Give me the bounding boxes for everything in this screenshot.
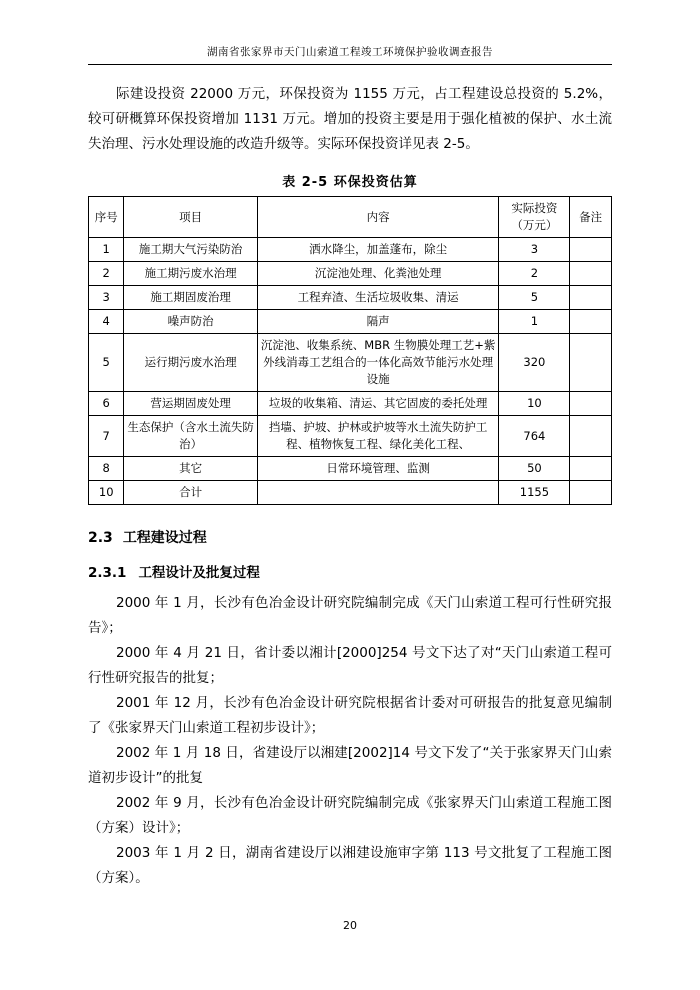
cell-remark [570,334,612,392]
cell-content: 沉淀池、收集系统、MBR 生物膜处理工艺+紫外线消毒工艺组合的一体化高效节能污水处理设施 [257,334,499,392]
cell-amount: 50 [499,457,570,481]
section-number: 2.3 [88,530,113,546]
cell-item: 营运期固废处理 [124,392,257,416]
cell-content: 隔声 [257,310,499,334]
table-header-row [89,197,612,238]
cell-no: 4 [89,310,124,334]
paragraph-3: 2001 年 12 月，长沙有色冶金设计研究院根据省计委对可研报告的批复意见编制了《张家界天门山索道工程初步设计》； [88,695,612,736]
paragraph-1: 2000 年 1 月，长沙有色冶金设计研究院编制完成《天门山索道工程可行性研究报告》； [88,595,612,636]
header-content: 内容 [257,197,499,238]
table-row [89,310,612,334]
cell-amount: 5 [499,286,570,310]
cell-no: 6 [89,392,124,416]
cell-content: 垃圾的收集箱、清运、其它固废的委托处理 [257,392,499,416]
cell-remark [570,457,612,481]
cell-remark [570,310,612,334]
cell-item: 其它 [124,457,257,481]
cell-item: 施工期污废水治理 [124,262,257,286]
page-number: 20 [343,919,357,932]
cell-amount: 10 [499,392,570,416]
table-caption: 表 2-5 环保投资估算 [282,175,418,190]
table-row [89,457,612,481]
cell-no: 7 [89,416,124,457]
cell-no: 3 [89,286,124,310]
cell-amount: 3 [499,238,570,262]
cell-content: 洒水降尘，加盖蓬布，除尘 [257,238,499,262]
paragraph-6: 2003 年 1 月 2 日，湖南省建设厅以湘建设施审字第 113 号文批复了工程施工图（方案）。 [88,845,612,886]
cell-remark [570,262,612,286]
cell-remark [570,481,612,505]
cell-content: 挡墙、护坡、护林或护坡等水土流失防护工程、植物恢复工程、绿化美化工程、 [257,416,499,457]
subsection-title: 工程设计及批复过程 [138,565,260,581]
paragraph-5: 2002 年 9 月，长沙有色冶金设计研究院编制完成《张家界天门山索道工程施工图（方案）设计》； [88,795,612,836]
table-row [89,286,612,310]
cell-item: 噪声防治 [124,310,257,334]
cell-no: 8 [89,457,124,481]
cell-no: 5 [89,334,124,392]
header-item: 项目 [124,197,257,238]
paragraph-2: 2000 年 4 月 21 日，省计委以湘计[2000]254 号文下达了对“天门山索道工程可行性研究报告的批复； [88,645,612,686]
cell-amount: 320 [499,334,570,392]
table-row [89,392,612,416]
section-heading-2-3 [88,527,612,547]
header-amount-line1: 实际投资 [511,201,558,215]
cell-amount: 1 [499,310,570,334]
cell-item: 运行期污废水治理 [124,334,257,392]
table-row [89,416,612,457]
table-row [89,238,612,262]
table-row [89,481,612,505]
cell-no: 10 [89,481,124,505]
cell-remark [570,416,612,457]
cell-item: 合计 [124,481,257,505]
cell-content: 沉淀池处理、化粪池处理 [257,262,499,286]
header-no: 序号 [89,197,124,238]
subsection-number: 2.3.1 [88,565,127,581]
cell-content: 工程弃渣、生活垃圾收集、清运 [257,286,499,310]
table-body [89,238,612,505]
cell-no: 2 [89,262,124,286]
header-amount-line2: （万元） [511,218,558,232]
cell-item: 施工期固废治理 [124,286,257,310]
cell-item: 施工期大气污染防治 [124,238,257,262]
table-row [89,262,612,286]
header-remark: 备注 [570,197,612,238]
section-heading-2-3-1 [88,561,612,581]
header-amount [499,197,570,238]
paragraph-intro: 际建设投资 22000 万元，环保投资为 1155 万元，占工程建设总投资的 5.2%，较可研概算环保投资增加 1131 万元。增加的投资主要是用于强化植被的保护、水土流失治理、污水处理设施的改造升级等。实际环保投资详见表 2-5。 [88,86,612,152]
table-row [89,334,612,392]
cell-content [257,481,499,505]
header-divider [88,64,612,65]
cell-remark [570,238,612,262]
environmental-investment-table [88,196,612,505]
cell-item: 生态保护（含水土流失防治） [124,416,257,457]
cell-amount: 2 [499,262,570,286]
cell-content: 日常环境管理、监测 [257,457,499,481]
section-title: 工程建设过程 [122,530,207,546]
cell-no: 1 [89,238,124,262]
paragraph-4: 2002 年 1 月 18 日，省建设厅以湘建[2002]14 号文下发了“关于张家界天门山索道初步设计”的批复 [88,745,612,786]
page-header: 湖南省张家界市天门山索道工程竣工环境保护验收调查报告 [207,46,493,58]
cell-amount: 1155 [499,481,570,505]
cell-amount: 764 [499,416,570,457]
cell-remark [570,392,612,416]
page-content [88,82,612,891]
cell-remark [570,286,612,310]
